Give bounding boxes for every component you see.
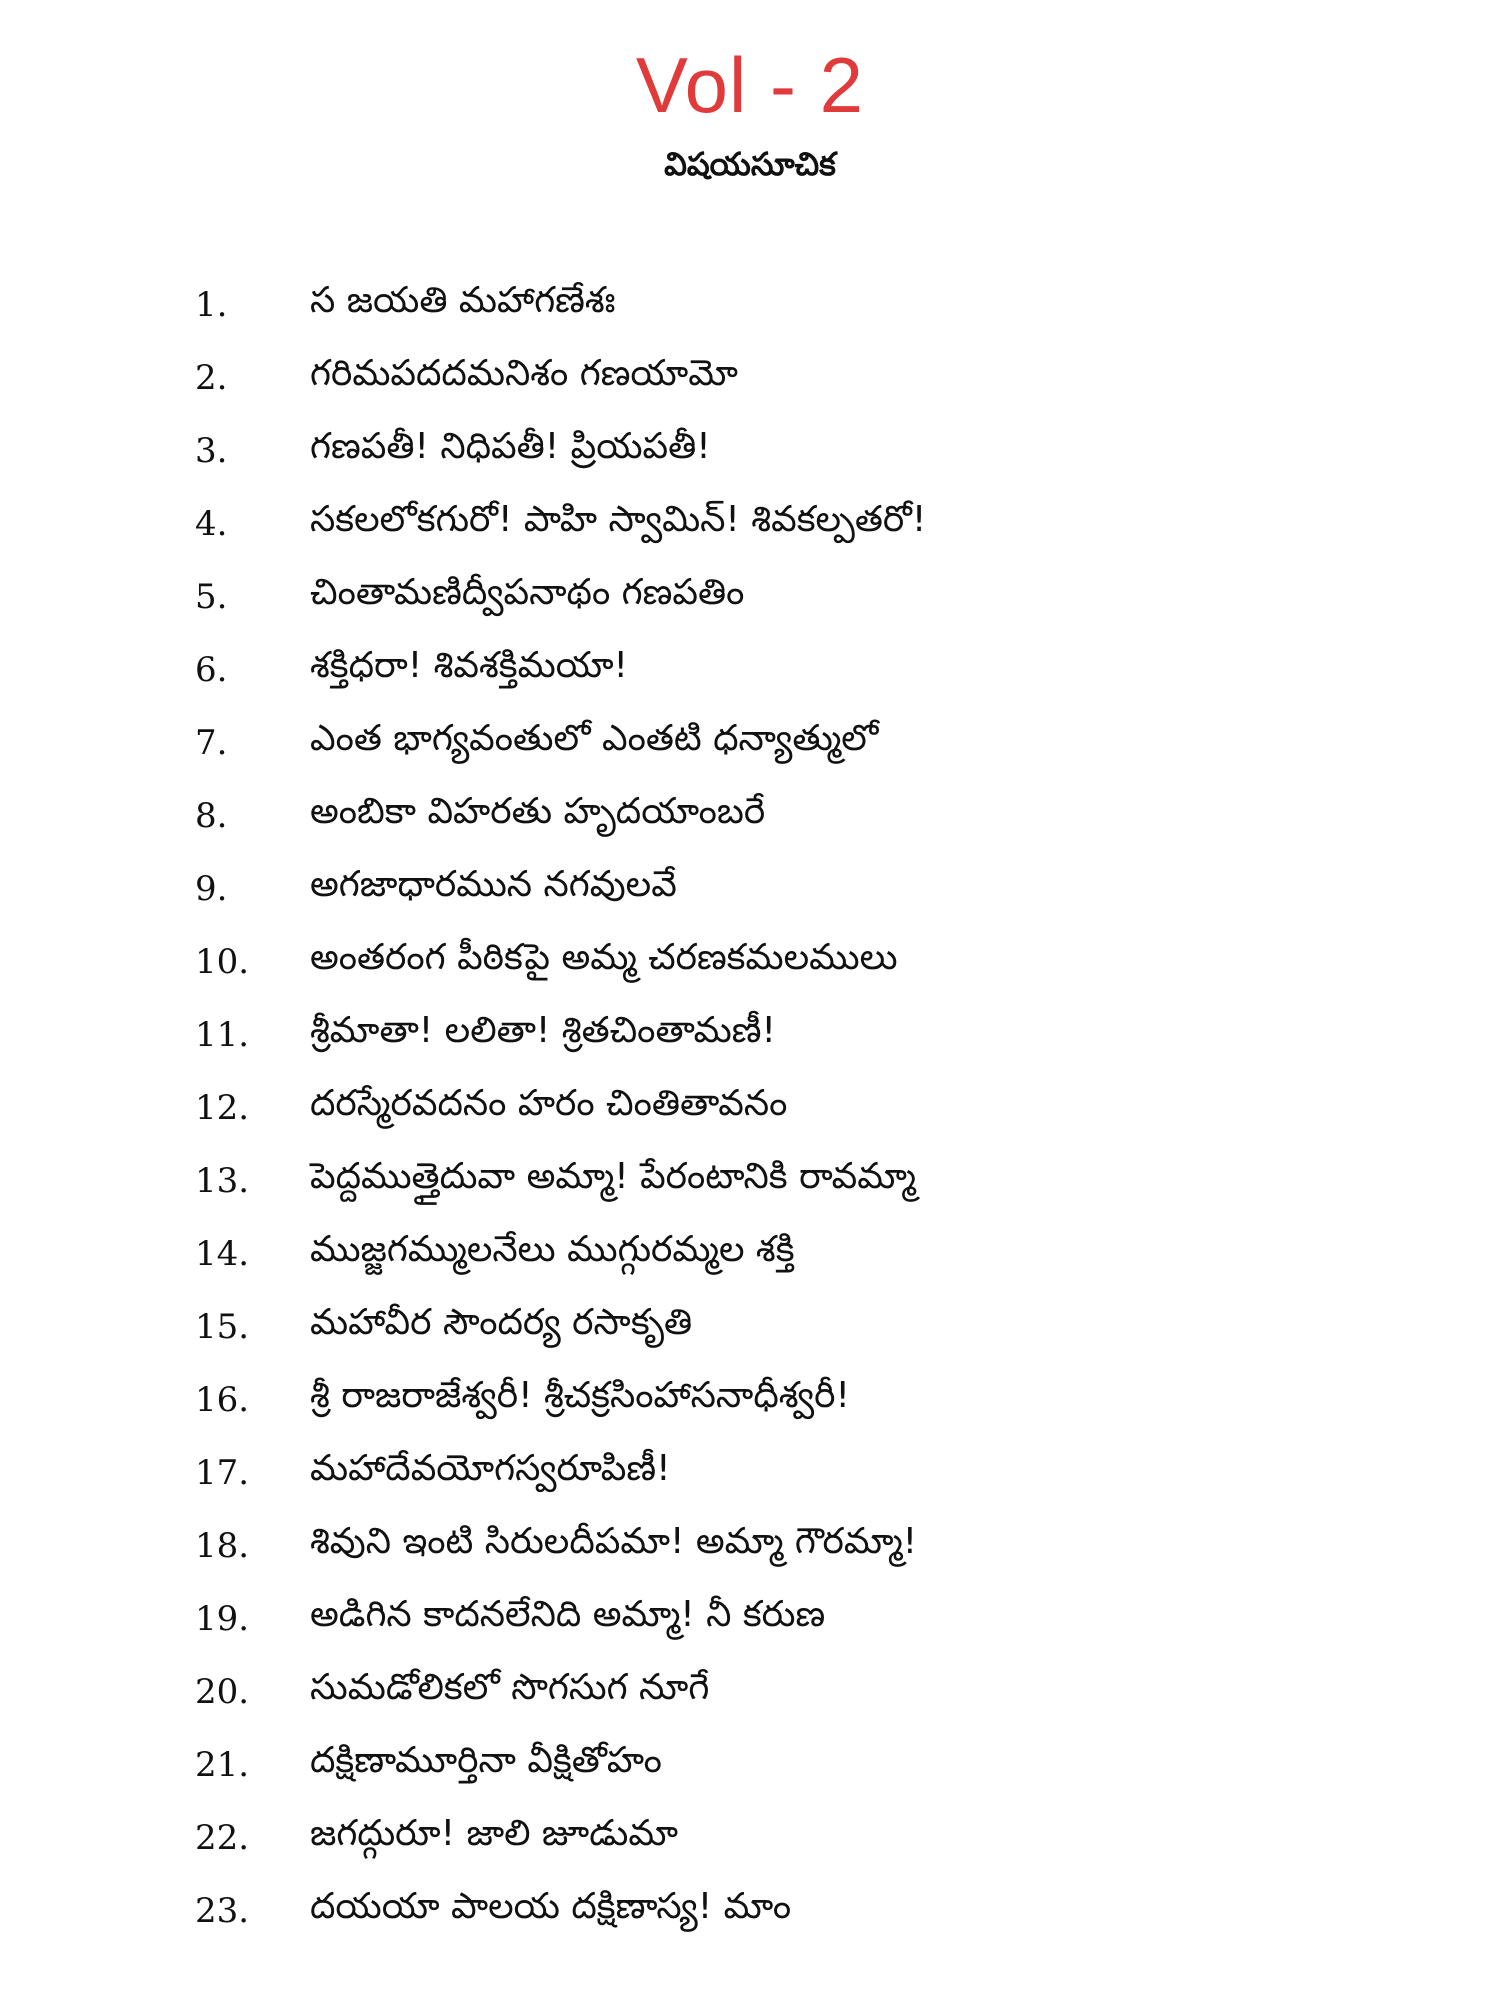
list-item [195,1582,1395,1655]
list-item [195,779,1395,852]
item-title: సకలలోకగురో! పాహి స్వామిన్! శివకల్పతరో! [310,498,927,540]
list-item [195,1217,1395,1290]
item-number: 7. [195,722,228,763]
item-number: 11. [195,1014,250,1055]
list-item [195,852,1395,925]
list-item [195,925,1395,998]
list-item [195,1436,1395,1509]
item-title: మహాదేవయోగస్వరూపిణీ! [310,1447,671,1489]
item-title: అడిగిన కాదనలేనిది అమ్మా! నీ కరుణ [310,1593,826,1635]
item-number: 20. [195,1671,250,1712]
contents-list [195,268,1395,1947]
item-title: జగద్గురూ! జాలి జూడుమా [310,1812,678,1854]
item-number: 6. [195,649,228,690]
item-number: 12. [195,1087,250,1128]
list-item [195,633,1395,706]
item-number: 9. [195,868,228,909]
item-title: అంబికా విహరతు హృదయాంబరే [310,790,766,832]
item-title: మహావీర సౌందర్య రసాకృతి [310,1301,693,1343]
item-title: స జయతి మహాగణేశః [310,279,616,321]
list-item [195,414,1395,487]
list-item [195,1290,1395,1363]
list-item [195,341,1395,414]
item-title: గణపతీ! నిధిపతీ! ప్రియపతీ! [310,425,711,467]
item-number: 14. [195,1233,250,1274]
item-number: 1. [195,284,228,325]
item-number: 22. [195,1817,250,1858]
list-item [195,268,1395,341]
item-number: 15. [195,1306,250,1347]
item-title: శ్రీమాతా! లలితా! శ్రితచింతామణీ! [310,1009,776,1051]
list-item [195,706,1395,779]
list-item [195,1874,1395,1947]
item-title: శివుని ఇంటి సిరులదీపమా! అమ్మా గౌరమ్మా! [310,1520,918,1562]
list-item [195,1363,1395,1436]
item-title: అంతరంగ పీఠికపై అమ్మ చరణకమలములు [310,936,898,978]
list-item [195,1144,1395,1217]
item-number: 16. [195,1379,250,1420]
item-number: 4. [195,503,228,544]
item-title: అగజాధారమున నగవులవే [310,863,677,905]
item-title: దయయా పాలయ దక్షిణాస్య! మాం [310,1885,792,1927]
item-title: దక్షిణామూర్తినా వీక్షితోహం [310,1739,662,1781]
item-title: దరస్మేరవదనం హరం చింతితావనం [310,1082,788,1124]
item-number: 8. [195,795,228,836]
list-item [195,1801,1395,1874]
item-title: గరిమపదదమనిశం గణయామో [310,352,738,394]
item-title: పెద్దముత్తైదువా అమ్మా! పేరంటానికి రావమ్మా [310,1155,917,1197]
list-item [195,1728,1395,1801]
item-title: ఎంత భాగ్యవంతులో ఎంతటి ధన్యాత్ములో [310,717,879,759]
item-number: 13. [195,1160,250,1201]
list-item [195,1509,1395,1582]
item-title: చింతామణిద్వీపనాథం గణపతిం [310,571,745,613]
item-number: 2. [195,357,228,398]
item-number: 19. [195,1598,250,1639]
item-number: 18. [195,1525,250,1566]
item-number: 5. [195,576,228,617]
item-title: శ్రీ రాజరాజేశ్వరీ! శ్రీచక్రసింహాసనాధీశ్వరీ! [310,1374,850,1416]
list-item [195,998,1395,1071]
item-number: 17. [195,1452,250,1493]
item-title: ముజ్జగమ్ములనేలు ముగ్గురమ్మల శక్తి [310,1228,795,1270]
list-item [195,1655,1395,1728]
item-number: 23. [195,1890,250,1931]
item-number: 10. [195,941,250,982]
item-title: శక్తిధరా! శివశక్తిమయా! [310,644,628,686]
item-title: సుమడోలికలో సొగసుగ నూగే [310,1666,710,1708]
contents-heading: విషయసూచిక [664,145,836,183]
item-number: 21. [195,1744,250,1785]
list-item [195,487,1395,560]
list-item [195,1071,1395,1144]
list-item [195,560,1395,633]
volume-title: Vol - 2 [635,41,865,129]
item-number: 3. [195,430,228,471]
